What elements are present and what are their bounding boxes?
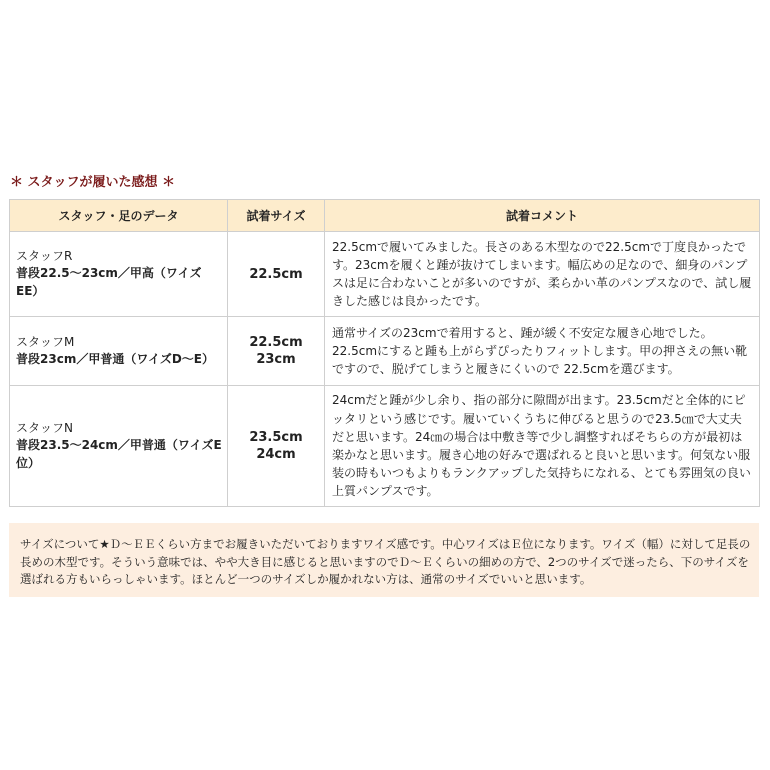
trial-comment: 24cmだと踵が少し余り、指の部分に隙間が出ます。23.5cmだと全体的にピッタリという感じです。履いていくうちに伸びると思うので23.5㎝で大丈夫だと思います。24㎝の場合は中敷き等で少し調整すればそちらの方が最初は楽かなと思います。履き心地の好みで選ばれると良いと思います。何気ない服装の時もいつもよりもランクアップした気持ちになれる、とても雰囲気の良い上質パンプスです。 [325,386,760,507]
trial-size-cell [228,232,325,317]
trial-size-cell [228,317,325,386]
table-header-row [10,200,760,232]
trial-size: 22.5cm [249,335,303,350]
trial-size: 23cm [256,352,296,367]
staff-name: スタッフN [16,420,73,435]
foot-data: 普段23cm／甲普通（ワイズD～E） [16,352,214,366]
staff-data-cell [10,232,228,317]
staff-review-table [9,199,760,507]
table-row [10,386,760,507]
header-trial-comment: 試着コメント [325,200,760,232]
staff-data-cell [10,386,228,507]
trial-size-cell [228,386,325,507]
foot-data: 普段22.5～23cm／甲高（ワイズEE） [16,266,202,298]
trial-size: 22.5cm [249,266,303,282]
staff-data-cell [10,317,228,386]
staff-name: スタッフM [16,334,75,349]
size-note: サイズについて★Ｄ～ＥＥくらい方までお履きいただいておりますワイズ感です。中心ワイズはＥ位になります。ワイズ（幅）に対して足長の長めの木型です。そういう意味では、やや大き目に感じると思いますのでＤ～Ｅくらいの細めの方で、2つのサイズで迷ったら、下のサイズを選ばれる方もいらっしゃいます。ほとんど一つのサイズしか履かれない方は、通常のサイズでいいと思います。 [9,523,759,597]
trial-comment: 22.5cmで履いてみました。長さのある木型なので22.5cmで丁度良かったです。23cmを履くと踵が抜けてしまいます。幅広めの足なので、細身のパンプスは足に合わないことが多いのですが、柔らかい革のパンプスなので、試し履きした感じは良かったです。 [325,232,760,317]
table-row [10,232,760,317]
staff-name: スタッフR [16,248,73,263]
trial-comment: 通常サイズの23cmで着用すると、踵が緩く不安定な履き心地でした。22.5cmにすると踵も上がらずぴったりフィットします。甲の押さえの無い靴ですので、脱げてしまうと履きにくいので 22.5cmを選びます。 [325,317,760,386]
trial-size: 24cm [256,447,296,462]
table-row [10,317,760,386]
foot-data: 普段23.5～24cm／甲普通（ワイズE位） [16,438,222,470]
header-trial-size: 試着サイズ [228,200,325,232]
section-title: ＊ スタッフが履いた感想 ＊ [10,175,176,190]
trial-size: 23.5cm [249,430,303,445]
header-staff-data: スタッフ・足のデータ [10,200,228,232]
